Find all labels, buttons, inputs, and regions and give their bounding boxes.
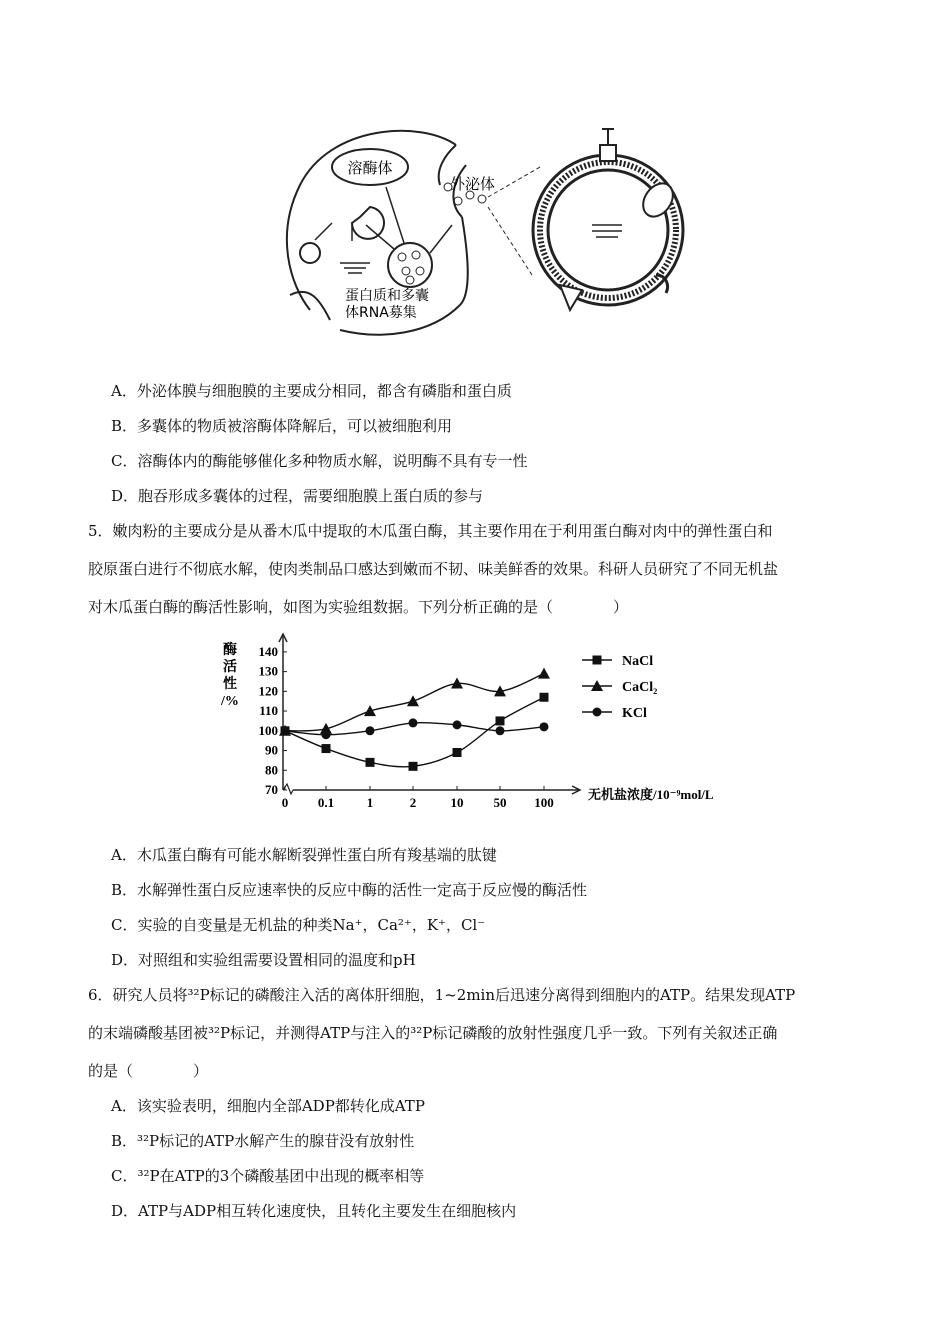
y-tick-label: 140 <box>258 643 278 659</box>
q6-stem-1: 6．研究人员将³²P标记的磷酸注入活的离体肝细胞，1~2min后迅速分离得到细胞内的ATP。结果发现ATP <box>88 986 796 1004</box>
data-point-2 <box>281 726 290 735</box>
legend-marker-2 <box>593 708 602 717</box>
y-tick-label: 100 <box>258 722 278 738</box>
q5-stem-1: 5．嫩肉粉的主要成分是从番木瓜中提取的木瓜蛋白酶，其主要作用在于利用蛋白酶对肉中的弹性蛋白和 <box>88 522 773 540</box>
x-tick-label: 1 <box>366 795 374 810</box>
data-point-0 <box>366 758 375 767</box>
data-point-2 <box>366 726 375 735</box>
q4-option-a: A．外泌体膜与细胞膜的主要成分相同，都含有磷脂和蛋白质 <box>111 382 512 400</box>
q5-option-a: A．木瓜蛋白酶有可能水解断裂弹性蛋白所有羧基端的肽键 <box>111 846 497 864</box>
enzyme-activity-chart <box>210 632 750 812</box>
x-tick-label: 0 <box>281 795 289 810</box>
data-point-0 <box>409 762 418 771</box>
y-axis-label: 活 <box>223 660 237 675</box>
q6-option-a: A．该实验表明，细胞内全部ADP都转化成ATP <box>111 1097 425 1115</box>
x-tick-label: 2 <box>409 795 417 810</box>
q5-stem-3: 对木瓜蛋白酶的酶活性影响，如图为实验组数据。下列分析正确的是（ ） <box>88 598 629 616</box>
legend-label-2: KCl <box>622 706 647 721</box>
q6-stem-3: 的是（ ） <box>88 1062 209 1080</box>
x-axis-label: 无机盐浓度/10⁻⁹mol/L <box>588 787 714 802</box>
q6-option-c: C．³²P在ATP的3个磷酸基团中出现的概率相等 <box>111 1167 425 1185</box>
data-point-0 <box>453 748 462 757</box>
data-point-2 <box>496 726 505 735</box>
data-point-0 <box>322 744 331 753</box>
q6-option-b: B．³²P标记的ATP水解产生的腺苷没有放射性 <box>111 1132 415 1150</box>
legend-marker-0 <box>593 656 602 665</box>
q6-option-d: D．ATP与ADP相互转化速度快，且转化主要发生在细胞核内 <box>111 1202 517 1220</box>
y-axis-label: 酶 <box>223 643 237 658</box>
data-point-0 <box>540 693 549 702</box>
y-axis-label: 性 <box>223 677 237 692</box>
mvb-label-2: 体RNA募集 <box>345 305 417 321</box>
data-point-0 <box>496 716 505 725</box>
mvb-label-1: 蛋白质和多囊 <box>345 288 429 304</box>
exosome-diagram <box>270 125 710 337</box>
data-point-1 <box>407 695 419 706</box>
x-tick-label: 10 <box>450 795 464 810</box>
q4-option-b: B．多囊体的物质被溶酶体降解后，可以被细胞利用 <box>111 417 453 435</box>
q5-option-d: D．对照组和实验组需要设置相同的温度和pH <box>111 951 416 969</box>
y-tick-label: 70 <box>265 782 278 797</box>
y-tick-label: 130 <box>258 663 278 679</box>
y-tick-label: 110 <box>259 703 278 719</box>
exosome-label: 外泌体 <box>450 175 496 193</box>
data-point-2 <box>322 730 331 739</box>
q4-option-d: D．胞吞形成多囊体的过程，需要细胞膜上蛋白质的参与 <box>111 487 484 505</box>
y-tick-label: 90 <box>265 742 278 758</box>
x-tick-label: 50 <box>493 795 507 810</box>
x-tick-label: 100 <box>534 795 554 810</box>
q6-stem-2: 的末端磷酸基团被³²P标记，并测得ATP与注入的³²P标记磷酸的放射性强度几乎一致。下列有关叙述正确 <box>88 1024 778 1042</box>
data-point-2 <box>409 718 418 727</box>
data-point-1 <box>538 668 550 679</box>
y-axis-label: /% <box>221 694 239 709</box>
legend-label-1: CaCl₂ <box>622 680 658 695</box>
lysosome-label: 溶酶体 <box>347 159 393 177</box>
q5-option-b: B．水解弹性蛋白反应速率快的反应中酶的活性一定高于反应慢的酶活性 <box>111 881 588 899</box>
x-tick-label: 0.1 <box>317 795 335 810</box>
legend-label-0: NaCl <box>622 654 654 669</box>
data-point-2 <box>453 720 462 729</box>
y-tick-label: 120 <box>258 683 278 699</box>
q5-option-c: C．实验的自变量是无机盐的种类Na⁺，Ca²⁺，K⁺，Cl⁻ <box>111 916 486 934</box>
q5-stem-2: 胶原蛋白进行不彻底水解，使肉类制品口感达到嫩而不韧、味美鲜香的效果。科研人员研究了不同无机盐 <box>88 560 779 578</box>
q4-option-c: C．溶酶体内的酶能够催化多种物质水解，说明酶不具有专一性 <box>111 452 528 470</box>
data-point-2 <box>540 722 549 731</box>
y-tick-label: 80 <box>265 762 278 778</box>
